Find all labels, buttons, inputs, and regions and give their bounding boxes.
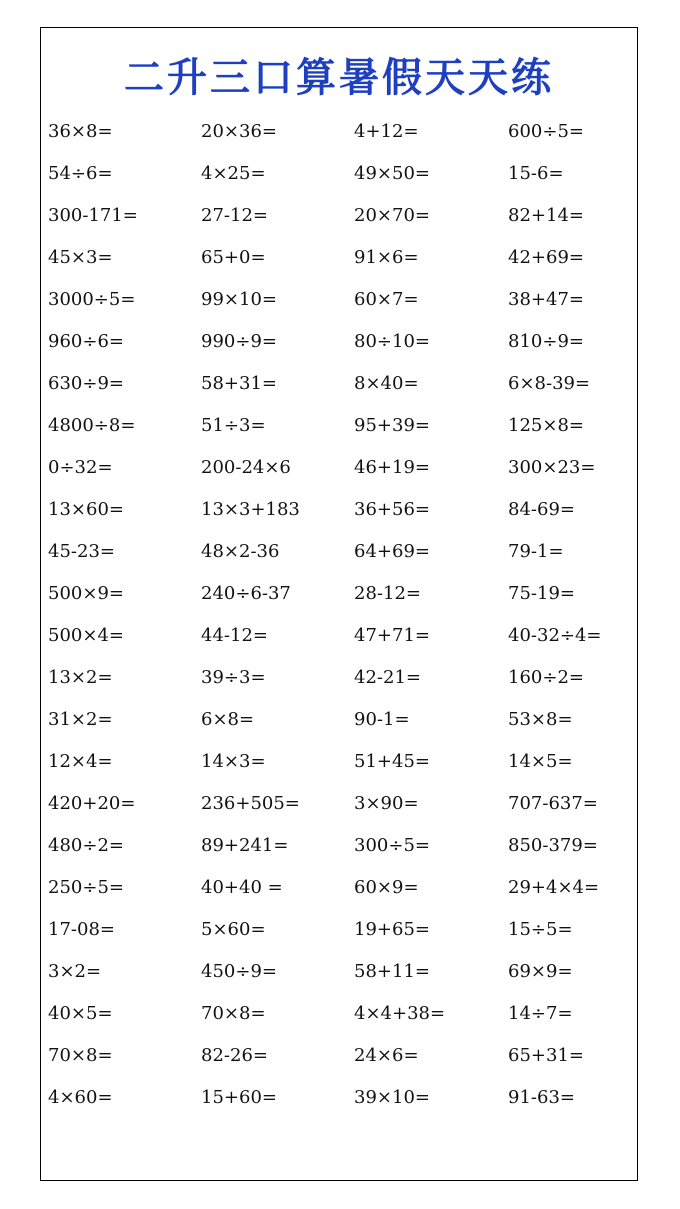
math-problem: 236+505= <box>201 793 300 814</box>
math-problem: 45×3= <box>48 247 113 268</box>
math-problem: 14×3= <box>201 751 266 772</box>
math-problem: 14×5= <box>508 751 573 772</box>
math-problem: 300-171= <box>48 205 138 226</box>
math-problem: 20×70= <box>354 205 430 226</box>
math-problem: 90-1= <box>354 709 410 730</box>
math-problem: 14÷7= <box>508 1003 573 1024</box>
math-problem: 990÷9= <box>201 331 277 352</box>
math-problem: 15+60= <box>201 1087 277 1108</box>
math-problem: 64+69= <box>354 541 430 562</box>
math-problem: 300÷5= <box>354 835 430 856</box>
math-problem: 13×3+183 <box>201 499 300 520</box>
math-problem: 810÷9= <box>508 331 584 352</box>
math-problem: 200-24×6 <box>201 457 291 478</box>
math-problem: 60×9= <box>354 877 419 898</box>
math-problem: 500×9= <box>48 583 124 604</box>
math-problem: 99×10= <box>201 289 277 310</box>
math-problem: 480÷2= <box>48 835 124 856</box>
math-problem: 6×8= <box>201 709 255 730</box>
math-problem: 70×8= <box>48 1045 113 1066</box>
worksheet-title: 二升三口算暑假天天练 <box>124 54 554 101</box>
math-problem: 89+241= <box>201 835 289 856</box>
math-problem: 15-6= <box>508 163 564 184</box>
math-problem: 24×6= <box>354 1045 419 1066</box>
math-problem: 17-08= <box>48 919 115 940</box>
math-problem: 12×4= <box>48 751 113 772</box>
math-problem: 51+45= <box>354 751 430 772</box>
math-problem: 500×4= <box>48 625 124 646</box>
math-problem: 160÷2= <box>508 667 584 688</box>
math-problem: 69×9= <box>508 961 573 982</box>
math-problem: 91-63= <box>508 1087 575 1108</box>
math-problem: 240÷6-37 <box>201 583 291 604</box>
math-problem: 75-19= <box>508 583 575 604</box>
math-problem: 58+31= <box>201 373 277 394</box>
math-problem: 0÷32= <box>48 457 113 478</box>
math-problem: 36+56= <box>354 499 430 520</box>
math-problem: 39÷3= <box>201 667 266 688</box>
math-problem: 4×25= <box>201 163 266 184</box>
math-problem: 8×40= <box>354 373 419 394</box>
math-problem: 5×60= <box>201 919 266 940</box>
math-problem: 46+19= <box>354 457 430 478</box>
math-problem: 45-23= <box>48 541 115 562</box>
math-problem: 4800÷8= <box>48 415 136 436</box>
math-problem: 51÷3= <box>201 415 266 436</box>
worksheet-frame <box>40 27 638 1181</box>
math-problem: 13×2= <box>48 667 113 688</box>
math-problem: 49×50= <box>354 163 430 184</box>
math-problem: 420+20= <box>48 793 136 814</box>
math-problem: 80÷10= <box>354 331 430 352</box>
math-problem: 54÷6= <box>48 163 113 184</box>
math-problem: 42+69= <box>508 247 584 268</box>
math-problem: 65+31= <box>508 1045 584 1066</box>
math-problem: 15÷5= <box>508 919 573 940</box>
math-problem: 79-1= <box>508 541 564 562</box>
math-problem: 60×7= <box>354 289 419 310</box>
math-problem: 850-379= <box>508 835 598 856</box>
math-problem: 960÷6= <box>48 331 124 352</box>
math-problem: 4+12= <box>354 121 419 142</box>
math-problem: 27-12= <box>201 205 268 226</box>
math-problem: 70×8= <box>201 1003 266 1024</box>
math-problem: 48×2-36 <box>201 541 280 562</box>
math-problem: 38+47= <box>508 289 584 310</box>
math-problem: 600÷5= <box>508 121 584 142</box>
math-problem: 3000÷5= <box>48 289 136 310</box>
math-problem: 42-21= <box>354 667 421 688</box>
math-problem: 95+39= <box>354 415 430 436</box>
math-problem: 3×2= <box>48 961 102 982</box>
math-problem: 125×8= <box>508 415 584 436</box>
problem-grid <box>48 111 632 1119</box>
math-problem: 40×5= <box>48 1003 113 1024</box>
math-problem: 44-12= <box>201 625 268 646</box>
math-problem: 19+65= <box>354 919 430 940</box>
math-problem: 3×90= <box>354 793 419 814</box>
math-problem: 20×36= <box>201 121 277 142</box>
math-problem: 91×6= <box>354 247 419 268</box>
math-problem: 300×23= <box>508 457 596 478</box>
math-problem: 4×60= <box>48 1087 113 1108</box>
math-problem: 6×8-39= <box>508 373 591 394</box>
math-problem: 36×8= <box>48 121 113 142</box>
math-problem: 29+4×4= <box>508 877 600 898</box>
math-problem: 82+14= <box>508 205 584 226</box>
math-problem: 4×4+38= <box>354 1003 446 1024</box>
math-problem: 47+71= <box>354 625 430 646</box>
math-problem: 65+0= <box>201 247 266 268</box>
math-problem: 13×60= <box>48 499 124 520</box>
math-problem: 39×10= <box>354 1087 430 1108</box>
math-problem: 84-69= <box>508 499 575 520</box>
math-problem: 28-12= <box>354 583 421 604</box>
math-problem: 40-32÷4= <box>508 625 602 646</box>
math-problem: 82-26= <box>201 1045 268 1066</box>
math-problem: 450÷9= <box>201 961 277 982</box>
math-problem: 58+11= <box>354 961 430 982</box>
math-problem: 250÷5= <box>48 877 124 898</box>
math-problem: 630÷9= <box>48 373 124 394</box>
math-problem: 707-637= <box>508 793 598 814</box>
math-problem: 53×8= <box>508 709 573 730</box>
math-problem: 40+40 = <box>201 877 283 898</box>
math-problem: 31×2= <box>48 709 113 730</box>
